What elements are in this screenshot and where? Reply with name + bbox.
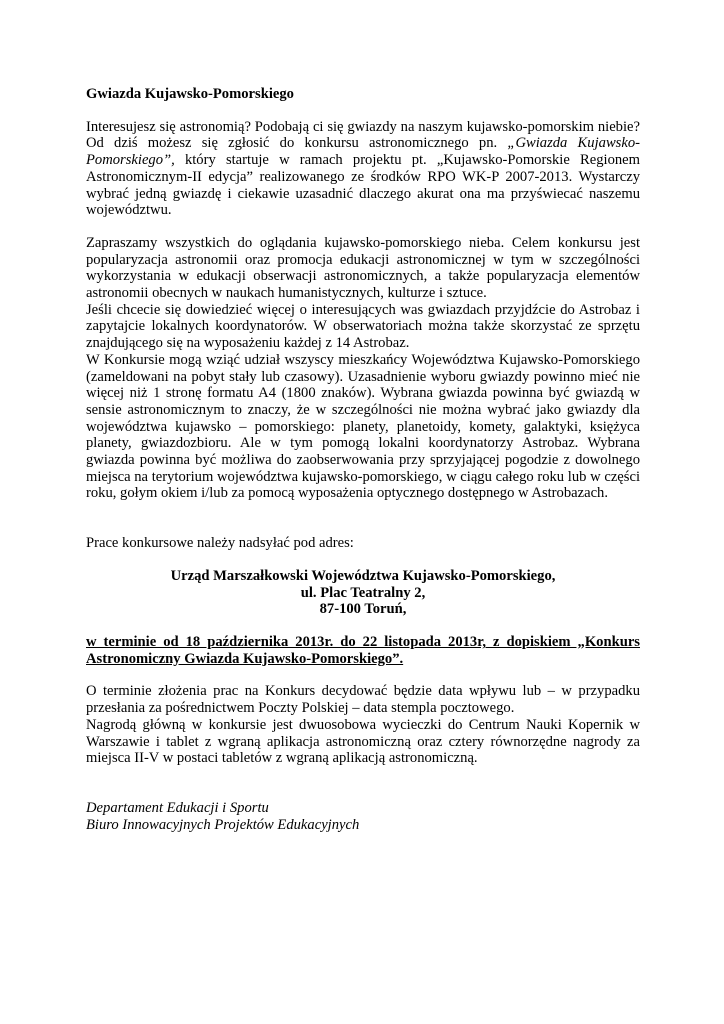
signature-department: Departament Edukacji i Sportu <box>86 799 269 816</box>
intro-text-part1: Interesujesz się astronomią? Podobają ci się gwiazdy na naszym kujawsko-pomorskim niebie? Od dziś możesz się zgłosić do konkursu astronomicznego pn. <box>86 118 640 152</box>
body-paragraph-3: W Konkursie mogą wziąć udział wszyscy mieszkańcy Województwa Kujawsko-Pomorskiego (zameldowani na pobyt stały lub czasowy). Uzasadnienie wyboru gwiazdy powinno mieć nie więcej niż 1 stronę formatu A4 (1800 znaków). Wybrana gwiazda powinna być gwiazdą w sensie astronomicznym to znaczy, że w szczególności nie można wybrać jako gwiazdy dla województwa kujawsko – pomorskiego: planety, planetoidy, komety, galaktyki, księżyca planety, gwiazdozbioru. Ale w tym pomogą lokalni koordynatorzy Astrobaz. Wybrana gwiazda powinna być możliwa do zaobserwowania przy sprzyjającej pogodzie z dowolnego miejsca na terytorium województwa kujawsko-pomorskiego, w ciągu całego roku lub w części roku, gołym okiem i/lub za pomocą wyposażenia optycznego dostępnego w Astrobazach. <box>86 351 640 502</box>
closing-paragraph-1: O terminie złożenia prac na Konkurs decydować będzie data wpływu lub – w przypadku przesłania za pośrednictwem Poczty Polskiej – data stempla pocztowego. <box>86 683 640 717</box>
spacer <box>86 502 640 535</box>
document-page <box>86 86 640 833</box>
address-line-2: ul. Plac Teatralny 2, <box>300 584 426 601</box>
signature-office: Biuro Innowacyjnych Projektów Edukacyjnych <box>86 816 360 833</box>
body-paragraph-2: Jeśli chcecie się dowiedzieć więcej o interesujących was gwiazdach przyjdźcie do Astrobaz i zapytajcie lokalnych koordynatorów. W obserwatoriach można także skorzystać ze sprzętu znajdującego się na wyposażeniu każdej z 14 Astrobaz. <box>86 301 640 352</box>
address-line-3: 87-100 Toruń, <box>319 601 407 618</box>
body-paragraph-1: Zapraszamy wszystkich do oglądania kujawsko-pomorskiego nieba. Celem konkursu jest popularyzacja astronomii oraz promocja edukacji astronomicznej w tym w szczególności wykorzystania w edukacji obserwacji astronomicznych, a także popularyzacja elementów astronomii obecnych w naukach humanistycznych, kulturze i sztuce. <box>86 234 640 302</box>
document-title: Gwiazda Kujawsko-Pomorskiego <box>86 86 294 102</box>
address-block <box>86 568 640 618</box>
closing-paragraph-2: Nagrodą główną w konkursie jest dwuosobowa wycieczki do Centrum Nauki Kopernik w Warszawie i tablet z wgraną aplikacja astronomiczną oraz cztery równorzędne nagrody za miejsca II-V w postaci tabletów z wgraną aplikacją astronomiczną. <box>86 716 640 767</box>
intro-text-part2: który startuje w ramach projektu pt. „Kujawsko-Pomorskie Regionem Astronomicznym-II edycja” realizowanego ze środków RPO WK-P 2007-2013. Wystarczy wybrać jedną gwiazdę i ciekawie uzasadnić dlaczego akurat ona ma przyświecać naszemu województwu. <box>86 152 640 219</box>
deadline-notice: w terminie od 18 października 2013r. do 22 listopada 2013r, z dopiskiem „Konkurs Astronomiczny Gwiazda Kujawsko-Pomorskiego”. <box>86 633 640 667</box>
address-line-1: Urząd Marszałkowski Województwa Kujawsko-Pomorskiego, <box>170 567 556 584</box>
signature-block <box>86 800 640 833</box>
intro-contest-name: „Gwiazda Kujawsko-Pomorskiego”, <box>86 135 640 169</box>
spacer <box>86 767 640 800</box>
address-intro: Prace konkursowe należy nadsyłać pod adres: <box>86 535 354 552</box>
intro-paragraph <box>86 119 640 219</box>
